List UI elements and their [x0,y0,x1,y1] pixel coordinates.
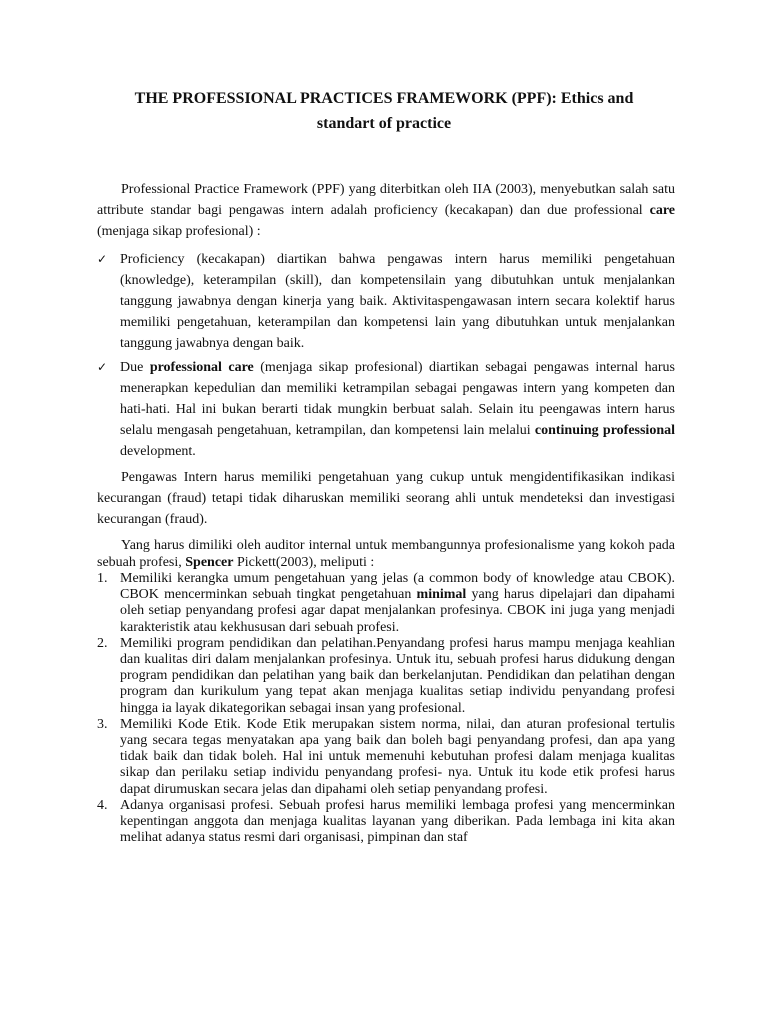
list-item-text: yang harus dipelajari dan dipahami oleh setiap penyandang profesi agar dapat menjalankan profesinya. CBOK ini juga yang menjadi karakteristik atau kekhususan dari sebuah profesi. [120,587,675,635]
bullet-due-professional-care [97,357,675,462]
bullet-proficiency [97,249,675,354]
checkmark-icon: ✓ [97,360,108,374]
title-line-2: standart of practice [316,115,452,132]
list-item [97,717,675,798]
intro-bold-care: care [649,203,675,218]
spencer-text-end: Pickett(2003), meliputi : [233,555,375,570]
numbered-list [97,571,675,846]
spencer-paragraph [97,537,675,571]
list-item-text: Adanya organisasi profesi. Sebuah profesi harus memiliki lembaga profesi yang mencerminkan kepentingan anggota dan menjaga kualitas layanan yang diberikan. Pada lembaga ini kita akan melihat adanya status resmi dari organisasi, pimpinan dan staf [120,797,675,846]
list-number: 1. [97,571,108,586]
list-number: 2. [97,635,108,651]
bullet-proficiency-text: Proficiency (kecakapan) diartikan bahwa pengawas intern harus memiliki pengetahuan (knowledge), keterampilan (skill), dan kompetensilain yang dibutuhkan untuk menjalankan tanggung jawabnya dengan kinerja yang baik. Aktivitaspengawasan intern secara kolektif harus memiliki pengetahuan, keterampilan dan kompetensi lain yang dibutuhkan untuk menjalankan tanggung jawabnya dengan baik. [120,252,675,351]
bold-professional-care: professional care [149,360,254,375]
bullet-text: (menjaga sikap profesional) diartikan sebagai pengawas internal harus menerapkan kepedulian dan memiliki ketrampilan sebagai pengawas intern yang kompeten dan hati-hati. Hal ini bukan berarti tidak mungkin berbuat salah. Selain itu peengawas intern harus selalu mengasah pengetahuan, ketrampilan, dan kompetensi lain melalui [120,360,675,438]
bullet-text-end: development. [120,444,196,459]
bullet-text: Due [120,360,150,375]
intro-text: Professional Practice Framework (PPF) yang diterbitkan oleh IIA (2003), menyebutkan salah satu attribute standar bagi pengawas intern adalah proficiency (kecakapan) dan due professional [97,182,675,218]
bold-continuing-professional: continuing professional [534,423,675,438]
spencer-text: Yang harus dimiliki oleh auditor internal untuk membangunnya profesionalisme yang kokoh pada sebuah profesi, [97,538,675,570]
list-number: 3. [97,716,108,732]
bold-spencer: Spencer [185,555,234,570]
fraud-paragraph: Pengawas Intern harus memiliki pengetahuan yang cukup untuk mengidentifikasikan indikasi kecurangan (fraud) tetapi tidak diharuskan memiliki seorang ahli untuk mendeteksi dan investigasi kecurangan (fraud). [97,470,675,527]
list-item [97,571,675,636]
intro-paragraph [97,179,675,242]
intro-text-end: (menjaga sikap profesional) : [97,224,261,239]
list-item-text: Memiliki Kode Etik. Kode Etik merupakan sistem norma, nilai, dan aturan profesional tertulis yang secara tegas menyatakan apa yang baik dan boleh bagi penyandang profesi, dan apa yang tidak baik dan tidak boleh. Hal ini untuk memenuhi kebutuhan profesi dalam menjaga kualitas sikap dan perilaku setiap individu penyandang profesi- nya. Untuk itu kode etik profesi harus dapat dirumuskan secara jelas dan dipahami oleh setiap penyandang profesi. [120,716,675,797]
list-item [97,636,675,717]
title-line-1: THE PROFESSIONAL PRACTICES FRAMEWORK (PPF): Ethics and [134,90,634,107]
bold-minimal: minimal [416,587,467,603]
list-item-text: Memiliki kerangka umum pengetahuan yang jelas (a common body of knowledge atau CBOK). CBOK mencerminkan sebuah tingkat pengetahuan [120,571,675,603]
list-number: 4. [97,797,108,813]
list-item [97,798,675,847]
document-title [80,86,688,136]
list-item-text: Memiliki program pendidikan dan pelatihan.Penyandang profesi harus mampu menjaga keahlian dan kualitas diri dalam menjalankan profesinya. Untuk itu, sebuah profesi harus didukung dengan program pendidikan dan pelatihan yang baik dan berkelanjutan. Pendidikan dan pelatihan dengan program dan kurikulum yang tepat akan menjaga kualitas setiap individu penyandang profesi hingga ia layak dikategorikan sebagai insan yang profesional. [120,635,675,716]
checkmark-icon: ✓ [97,252,108,266]
